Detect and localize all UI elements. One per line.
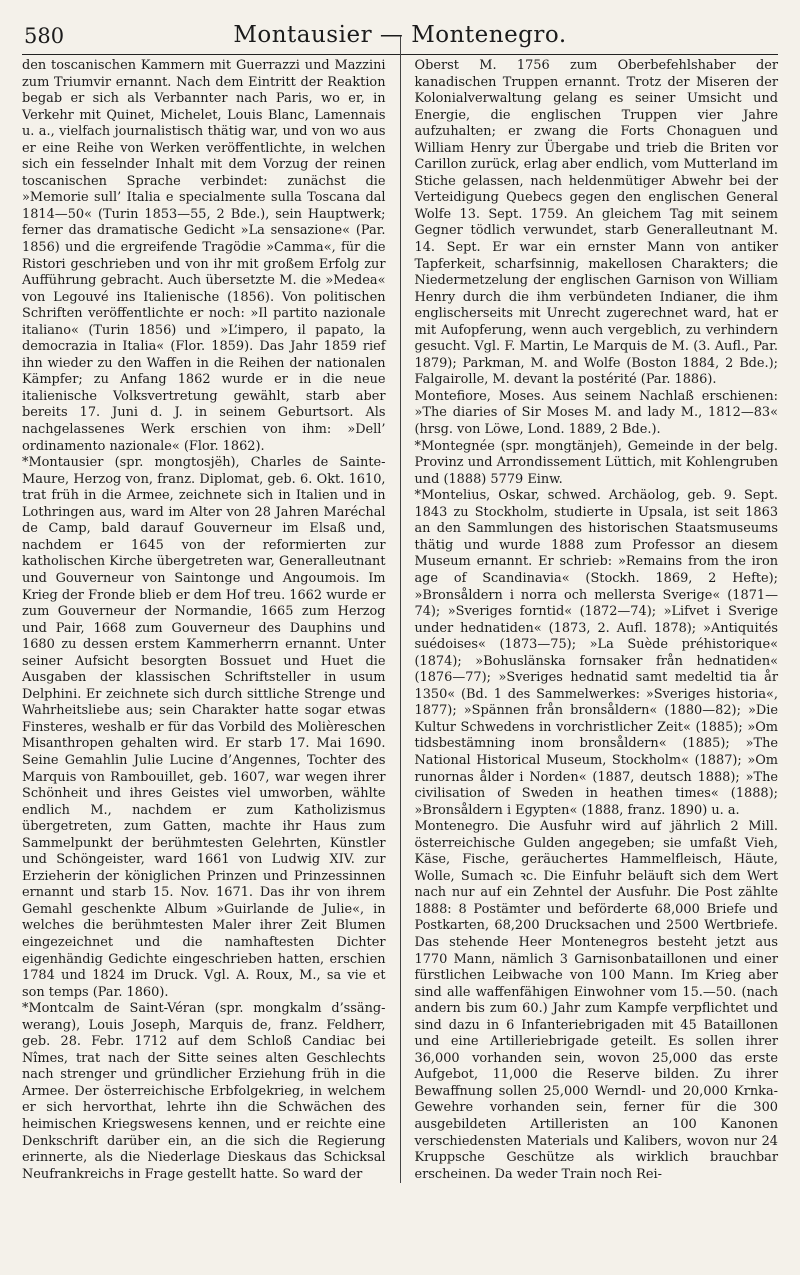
page-number: 580 [24,24,65,48]
entry-montcalm: *Montcalm de Saint-Véran (spr. mongkalm d’ssäng-werang), Louis Joseph, Marquis de, franz. Feldherr, geb. 28. Febr. 1712 auf dem Schloß Candiac bei Nîmes, trat nach der Sitte seines alten Geschlechts nach strenger und gründlicher Erziehung früh in die Armee. Der österreichische Erbfolgekrieg, in welchem er sich hervorthat, lehrte ihn die Schwächen des heimischen Kriegswesens kennen, und er reichte eine Denkschrift darüber ein, an die sich die Regierung erinnerte, als die Niederlage Dieskaus das Schicksal Neufrankreichs in Frage gestellt hatte. So ward der [22,1001,386,1182]
entry-montefiore: Montefiore, Moses. Aus seinem Nachlaß erschienen: »The diaries of Sir Moses M. and lady M., 1812—83« (hrsg. von Löwe, Lond. 1889, 2 Bde.). [414,388,779,438]
right-column [415,58,779,1183]
left-column [22,58,386,1183]
entry-montenegro: Montenegro. Die Ausfuhr wird auf jährlich 2 Mill. österreichische Gulden angegeben; sie umfaßt Vieh, Käse, Fische, geräuchertes Hammelfleisch, Häute, Wolle, Sumach ꝛc. Die Einfuhr beläuft sich dem Wert nach nur auf ein Zehntel der Ausfuhr. Die Post zählte 1888: 8 Postämter und beförderte 68,000 Briefe und Postkarten, 68,200 Drucksachen und 2500 Wertbriefe. Das stehende Heer Montenegros besteht jetzt aus 1770 Mann, nämlich 3 Garnisonbataillonen und einer fürstlichen Leibwache von 100 Mann. Im Krieg aber sind alle waffenfähigen Einwohner vom 15.—50. (nach andern bis zum 60.) Jahr zum Kampfe verpflichtet und sind dazu in 6 Infanteriebrigaden mit 45 Bataillonen und eine Artilleriebrigade geteilt. Es sollen ihrer 36,000 vorhanden sein, wovon 25,000 das erste Aufgebot, 11,000 die Reserve bilden. Zu ihrer Bewaffnung sollen 25,000 Werndl- und 20,000 Krnka-Gewehre vorhanden sein, ferner für die 300 ausgebildeten Artilleristen an 100 Kanonen verschiedensten Materials und Kalibers, wovon nur 24 Kruppsche Geschütze als wirklich brauchbar erscheinen. Da weder Train noch Rei- [414,819,779,1182]
column-divider [400,36,401,1183]
text-columns [22,58,778,1183]
entry-montausier: *Montausier (spr. mongtosjëh), Charles de Sainte-Maure, Herzog von, franz. Diplomat, geb. 6. Okt. 1610, trat früh in die Armee, zeichnete sich in Italien und in Lothringen aus, ward im Alter von 28 Jahren Maréchal de Camp, bald darauf Gouverneur im Elsaß und, nachdem er 1645 von der reformierten zur katholischen Kirche übergetreten war, Generalleutnant und Gouverneur von Saintonge und Angoumois. Im Krieg der Fronde blieb er dem Hof treu. 1662 wurde er zum Gouverneur der Normandie, 1665 zum Herzog und Pair, 1668 zum Gouverneur des Dauphins und 1680 zu dessen erstem Kammerherrn ernannt. Unter seiner Aufsicht besorgten Bossuet und Huet die Ausgaben der klassischen Schriftsteller in usum Delphini. Er zeichnete sich durch sittliche Strenge und Wahrheitsliebe aus; sein Charakter hatte sogar etwas Finsteres, weshalb er für das Vorbild des Molièreschen Misanthropen gehalten wird. Er starb 17. Mai 1690. Seine Gemahlin Julie Lucine d’Angennes, Tochter des Marquis von Rambouillet, geb. 1607, war wegen ihrer Schönheit und ihres Geistes viel umworben, wählte endlich M., nachdem er zum Katholizismus übergetreten, zum Gatten, machte ihr Haus zum Sammelpunkt der berühmtesten Gelehrten, Künstler und Schöngeister, ward 1661 von Ludwig XIV. zur Erzieherin der königlichen Prinzen und Prinzessinnen ernannt und starb 15. Nov. 1671. Das ihr von ihrem Gemahl geschenkte Album »Guirlande de Julie«, in welches die berühmtesten Maler ihrer Zeit Blumen eingezeichnet und die namhaftesten Dichter eigenhändig Gedichte eingeschrieben hatten, erschien 1784 und 1824 im Druck. Vgl. A. Roux, M., sa vie et son temps (Par. 1860). [22,455,386,1000]
entry-continuation-montanelli: den toscanischen Kammern mit Guerrazzi und Mazzini zum Triumvir ernannt. Nach dem Eintritt der Reaktion begab er sich als Verbannter nach Paris, wo er, in Verkehr mit Quinet, Michelet, Louis Blanc, Lamennais u. a., vielfach journalistisch thätig war, und von wo aus er eine Reihe von Werken veröffentlichte, in welchen sich ein fesselnder Inhalt mit dem Vorzug der reinen toscanischen Sprache verbindet: zunächst die »Memorie sull’ Italia e specialmente sulla Toscana dal 1814—50« (Turin 1853—55, 2 Bde.), sein Hauptwerk; ferner das dramatische Gedicht »La sensazione« (Par. 1856) und die ergreifende Tragödie »Camma«, für die Ristori geschrieben und von ihr mit großem Erfolg zur Aufführung gebracht. Auch übersetzte M. die »Medea« von Legouvé ins Italienische (1856). Von politischen Schriften veröffentlichte er noch: »Il partito nazionale italiano« (Turin 1856) und »L’impero, il papato, la democrazia in Italia« (Flor. 1859). Das Jahr 1859 rief ihn wieder zu den Waffen in die Reihen der nationalen Kämpfer; zu Anfang 1862 wurde er in die neue italienische Volksvertretung gewählt, starb aber bereits 17. Juni d. J. in seinem Geburtsort. Als nachgelassenes Werk erschien von ihm: »Dell’ ordinamento nazionale« (Flor. 1862). [22,58,386,454]
entry-montegnee: *Montegnée (spr. mongtänjeh), Gemeinde in der belg. Provinz und Arrondissement Lüttich, mit Kohlengruben und (1888) 5779 Einw. [414,438,779,487]
entry-montelius: *Montelius, Oskar, schwed. Archäolog, geb. 9. Sept. 1843 zu Stockholm, studierte in Upsala, ist seit 1863 an den Sammlungen des historischen Staatsmuseums thätig und wurde 1888 zum Professor an diesem Museum ernannt. Er schrieb: »Remains from the iron age of Scandinavia« (Stockh. 1869, 2 Hefte); »Bronsåldern i norra och mellersta Sverige« (1871—74); »Sveriges forntid« (1872—74); »Lifvet i Sverige under hednatiden« (1873, 2. Aufl. 1878); »Antiquités suédoises« (1873—75); »La Suède préhistorique« (1874); »Bohuslänska fornsaker från hednatiden« (1876—77); »Sveriges hednatid samt medeltid tia år 1350« (Bd. 1 des Sammelwerkes: »Sveriges historia«, 1877); »Spännen från bronsåldern« (1880—82); »Die Kultur Schwedens in vorchristlicher Zeit« (1885); »Om tidsbestämning inom bronsåldern« (1885); »The National Historical Museum, Stockholm« (1887); »Om runornas ålder i Norden« (1887, deutsch 1888); »The civilisation of Sweden in heathen times« (1888); »Bronsåldern i Egypten« (1888, franz. 1890) u. a. [414,488,779,818]
running-title: Montausier — Montenegro. [233,22,567,48]
entry-montcalm-continued: Oberst M. 1756 zum Oberbefehlshaber der kanadischen Truppen ernannt. Trotz der Miseren der Kolonialverwaltung gelang es seiner Umsicht und Energie, die englischen Truppen vier Jahre aufzuhalten; er zwang die Forts Chonaguen und William Henry zur Übergabe und trieb die Briten vor Carillon zurück, erlag aber endlich, vom Mutterland im Stiche gelassen, nach heldenmütiger Abwehr bei der Verteidigung Quebecs gegen den englischen General Wolfe 13. Sept. 1759. An gleichem Tag mit seinem Gegner tödlich verwundet, starb Generalleutnant M. 14. Sept. Er war ein ernster Mann von antiker Tapferkeit, scharfsinnig, makellosen Charakters; die Niedermetzelung der englischen Garnison von William Henry durch die ihm verbündeten Indianer, die ihm englischerseits mit Unrecht zugerechnet ward, hat er mit Aufopferung, wenn auch vergeblich, zu verhindern gesucht. Vgl. F. Martin, Le Marquis de M. (3. Aufl., Par. 1879); Parkman, M. and Wolfe (Boston 1884, 2 Bde.); Falgairolle, M. devant la postérité (Par. 1886). [414,58,779,388]
